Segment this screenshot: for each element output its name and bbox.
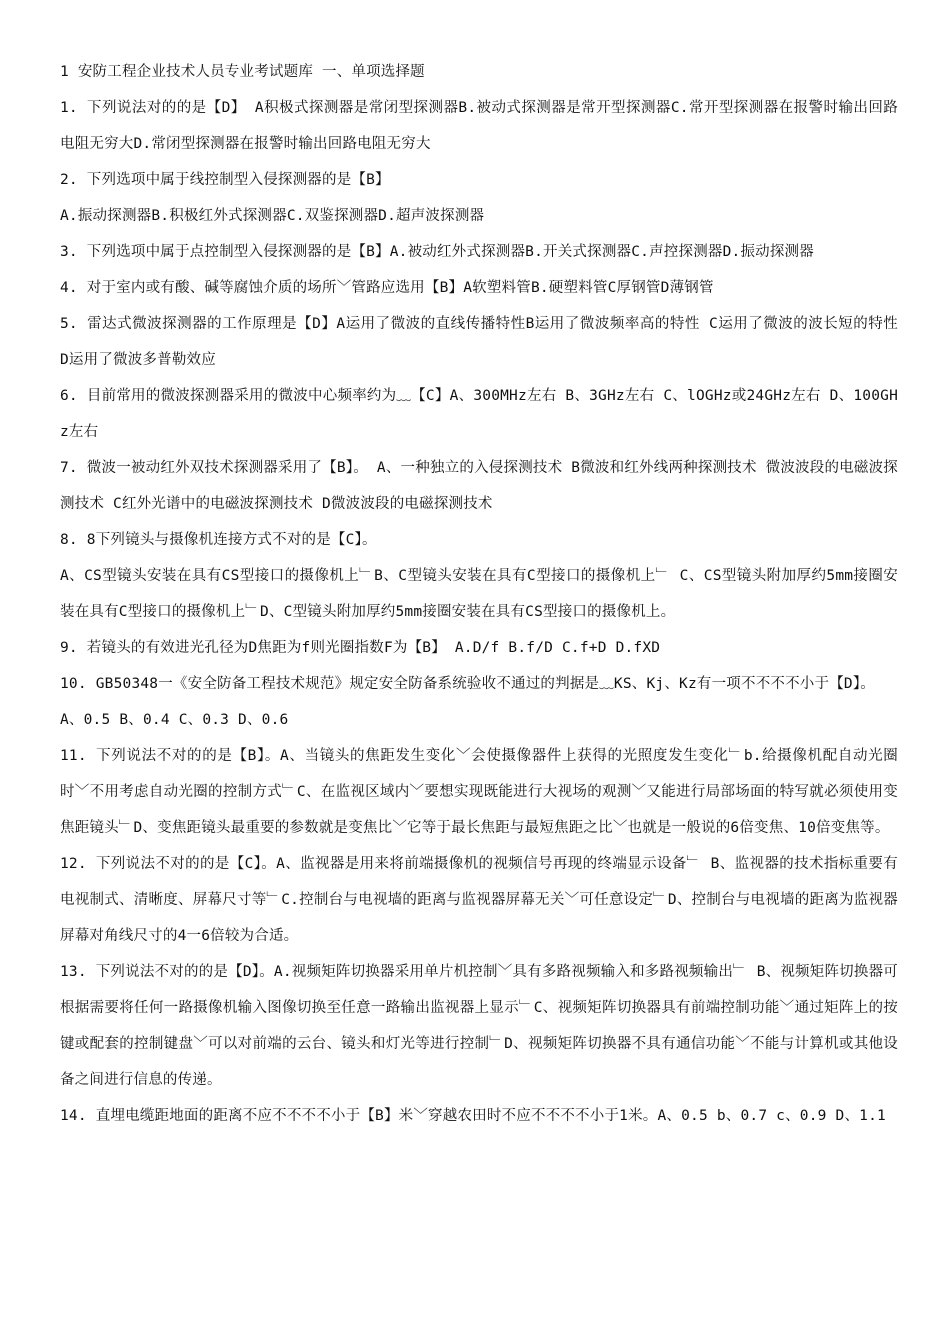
question-14: 14. 直埋电缆距地面的距离不应不不不不小于【B】米﹀穿越农田时不应不不不不小于1米。A、0.5 b、0.7 c、0.9 D、1.1: [60, 1108, 886, 1124]
question-3: 3. 下列选项中属于点控制型入侵探测器的是【B】A.被动红外式探测器B.开关式探测器C.声控探测器D.振动探测器: [60, 244, 814, 260]
question-4: 4. 对于室内或有酸、碱等腐蚀介质的场所﹀管路应选用【B】A软塑料管B.硬塑料管C厚钢管D薄钢管: [60, 280, 714, 296]
question-5: 5. 雷达式微波探测器的工作原理是【D】A运用了微波的直线传播特性B运用了微波频率高的特性 C运用了微波的波长短的特性 D运用了微波多普勒效应: [60, 316, 898, 368]
question-2: 2. 下列选项中属于线控制型入侵探测器的是【B】: [60, 172, 390, 188]
document-heading: 1 安防工程企业技术人员专业考试题库 一、单项选择题: [60, 64, 425, 80]
document-page: [60, 54, 898, 1134]
question-1: 1. 下列说法对的的是【D】 A积极式探测器是常闭型探测器B.被动式探测器是常开型探测器C.常开型探测器在报警时输出回路电阻无穷大D.常闭型探测器在报警时输出回路电阻无穷大: [60, 100, 898, 152]
question-12: 12. 下列说法不对的的是【C】。A、监视器是用来将前端摄像机的视频信号再现的终端显示设备﹂ B、监视器的技术指标重要有电视制式、清晰度、屏幕尺寸等﹂C.控制台与电视墙的距离与监视器屏幕无关﹀可任意设定﹂D、控制台与电视墙的距离为监视器屏幕对角线尺寸的4一6倍较为合适。: [60, 856, 898, 944]
question-10-options: A、0.5 B、0.4 C、0.3 D、0.6: [60, 712, 289, 728]
question-2-options: A.振动探测器B.积极红外式探测器C.双鉴探测器D.超声波探测器: [60, 208, 485, 224]
question-10: 10. GB50348一《安全防备工程技术规范》规定安全防备系统验收不通过的判据是﹏KS、Kj、Kz有一项不不不不小于【D】。: [60, 676, 875, 692]
question-8-options: A、CS型镜头安装在具有CS型接口的摄像机上﹂B、C型镜头安装在具有C型接口的摄像机上﹂ C、CS型镜头附加厚约5mm接圈安装在具有C型接口的摄像机上﹂D、C型镜头附加厚约5mm接圈安装在具有CS型接口的摄像机上。: [60, 568, 898, 620]
question-11: 11. 下列说法不对的的是【B】。A、当镜头的焦距发生变化﹀会使摄像器件上获得的光照度发生变化﹂b.给摄像机配自动光圈时﹀不用考虑自动光圈的控制方式﹂C、在监视区域内﹀要想实现既能进行大视场的观测﹀又能进行局部场面的特写就必须使用变焦距镜头﹂D、变焦距镜头最重要的参数就是变焦比﹀它等于最长焦距与最短焦距之比﹀也就是一般说的6倍变焦、10倍变焦等。: [60, 748, 898, 836]
question-6: 6. 目前常用的微波探测器采用的微波中心频率约为﹏【C】A、300MHz左右 B、3GHz左右 C、lOGHz或24GHz左右 D、100GHz左右: [60, 388, 898, 440]
question-13: 13. 下列说法不对的的是【D】。A.视频矩阵切换器采用单片机控制﹀具有多路视频输入和多路视频输出﹂ B、视频矩阵切换器可根据需要将任何一路摄像机输入图像切换至任意一路输出监视器上显示﹂C、视频矩阵切换器具有前端控制功能﹀通过矩阵上的按键或配套的控制键盘﹀可以对前端的云台、镜头和灯光等进行控制﹂D、视频矩阵切换器不具有通信功能﹀不能与计算机或其他设备之间进行信息的传递。: [60, 964, 898, 1088]
question-7: 7. 微波一被动红外双技术探测器采用了【B】。 A、一种独立的入侵探测技术 B微波和红外线两种探测技术 微波波段的电磁波探测技术 C红外光谱中的电磁波探测技术 D微波波段的电磁探测技术: [60, 460, 898, 512]
question-9: 9. 若镜头的有效进光孔径为D焦距为f则光圈指数F为【B】 A.D/f B.f/D C.f+D D.fXD: [60, 640, 661, 656]
question-8: 8. 8下列镜头与摄像机连接方式不对的是【C】。: [60, 532, 377, 548]
